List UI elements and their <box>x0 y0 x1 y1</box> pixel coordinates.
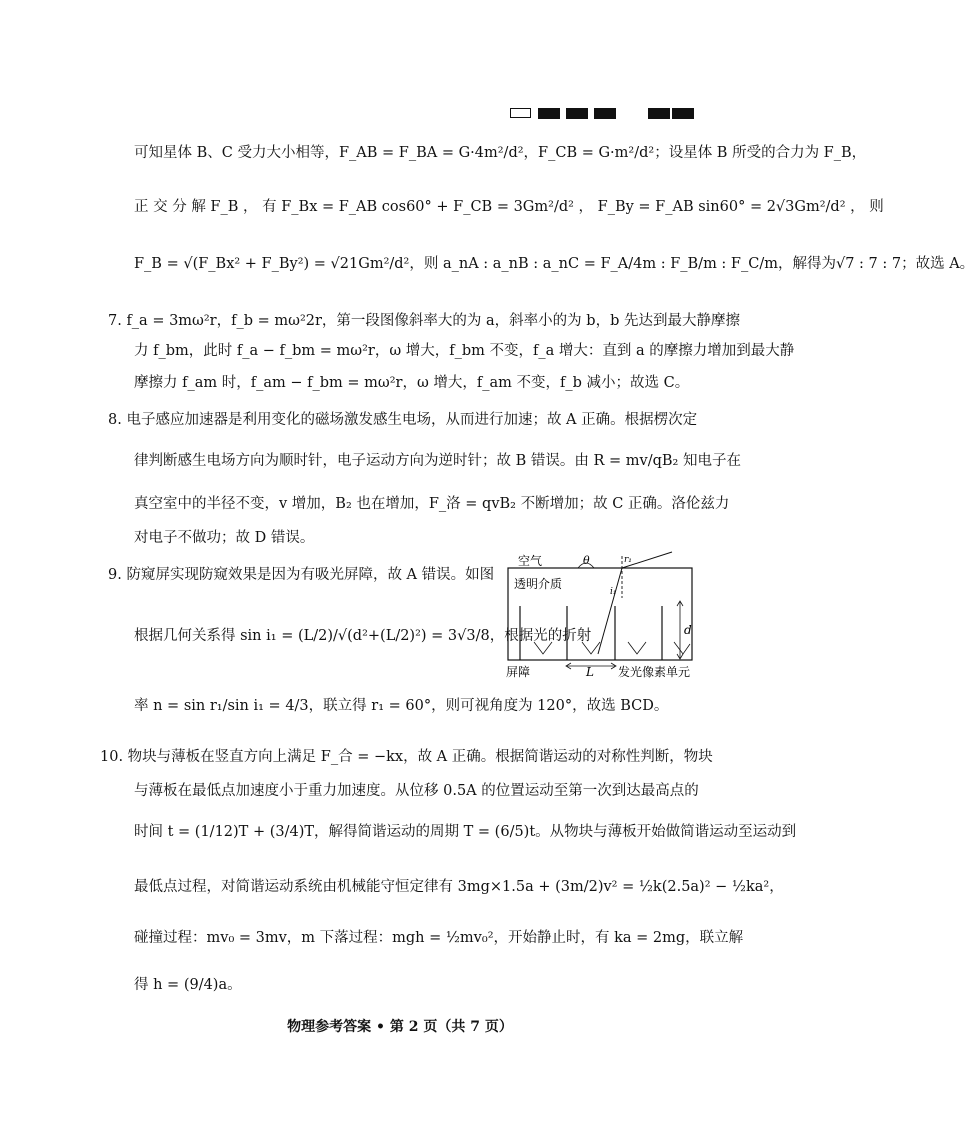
label-pixel: 发光像素单元 <box>618 665 691 679</box>
text-line: 得 h = (9/4)a。 <box>134 977 242 993</box>
text-line: 可知星体 B、C 受力大小相等，F_AB = F_BA = G·4m²/d²，F_CB = G·m²/d²；设星体 B 所受的合力为 F_B， <box>134 145 867 161</box>
mark-filled <box>648 108 670 119</box>
label-medium: 透明介质 <box>514 577 563 591</box>
pixel-rays <box>534 642 690 654</box>
text-line: 真空室中的半径不变，v 增加，B₂ 也在增加，F_洛 = qvB₂ 不断增加；故 C 正确。洛伦兹力 <box>134 496 730 512</box>
text-line: 率 n = sin r₁/sin i₁ = 4/3，联立得 r₁ = 60°，则可视角度为 120°，故选 BCD。 <box>134 698 669 714</box>
optics-diagram <box>500 554 700 678</box>
text-line: 7. f_a = 3mω²r，f_b = mω²2r，第一段图像斜率大的为 a，斜率小的为 b，b 先达到最大静摩擦 <box>108 313 740 329</box>
text-line: 时间 t = (1/12)T + (3/4)T，解得简谐运动的周期 T = (6/5)t。从物块与薄板开始做简谐运动至运动到 <box>134 824 797 840</box>
label-d: d <box>684 623 692 637</box>
label-barrier: 屏障 <box>506 665 531 679</box>
text-line: 律判断感生电场方向为顺时针，电子运动方向为逆时针；故 B 错误。由 R = mv/qB₂ 知电子在 <box>134 453 741 469</box>
text-line: 摩擦力 f_am 时，f_am − f_bm = mω²r，ω 增大，f_am 不变，f_b 减小；故选 C。 <box>134 375 690 391</box>
mark-filled <box>538 108 560 119</box>
mark-filled <box>594 108 616 119</box>
text-line: 10. 物块与薄板在竖直方向上满足 F_合 = −kx，故 A 正确。根据简谐运动的对称性判断，物块 <box>100 749 713 765</box>
text-line: 碰撞过程：mv₀ = 3mv，m 下落过程：mgh = ½mv₀²，开始静止时，有 ka = 2mg，联立解 <box>134 930 744 946</box>
inside-ray <box>598 568 622 654</box>
text-line: 根据几何关系得 sin i₁ = (L/2)/√(d²+(L/2)²) = 3√3/8，根据光的折射 <box>134 628 592 644</box>
mark-filled <box>566 108 588 119</box>
text-line: 力 f_bm，此时 f_a − f_bm = mω²r，ω 增大，f_bm 不变，f_a 增大：直到 a 的摩擦力增加到最大静 <box>134 343 795 359</box>
text-line: 最低点过程，对简谐运动系统由机械能守恒定律有 3mg×1.5a + (3m/2)v² = ½k(2.5a)² − ½ka²， <box>134 879 784 895</box>
text-line: 与薄板在最低点加速度小于重力加速度。从位移 0.5A 的位置运动至第一次到达最高点的 <box>134 783 699 799</box>
text-line: 8. 电子感应加速器是利用变化的磁场激发感生电场，从而进行加速；故 A 正确。根据楞次定 <box>108 412 698 428</box>
page-footer: 物理参考答案 • 第 2 页（共 7 页） <box>287 1019 513 1035</box>
mark-open <box>510 108 531 118</box>
label-r1: r₁ <box>624 555 632 565</box>
text-line: 对电子不做功；故 D 错误。 <box>134 530 315 546</box>
text-line: 9. 防窥屏实现防窥效果是因为有吸光屏障，故 A 错误。如图 <box>108 567 495 583</box>
label-i1: i₁ <box>610 587 617 597</box>
label-air: 空气 <box>518 554 543 568</box>
text-line: 正 交 分 解 F_B ， 有 F_Bx = F_AB cos60° + F_CB = 3Gm²/d² ， F_By = F_AB sin60° = 2√3Gm²/d² ， 则 <box>134 199 884 215</box>
mark-filled <box>672 108 694 119</box>
label-L: L <box>586 665 594 679</box>
label-theta: θ <box>583 554 590 567</box>
text-line: F_B = √(F_Bx² + F_By²) = √21Gm²/d²，则 a_nA : a_nB : a_nC = F_A/4m : F_B/m : F_C/m，解得为√7 : 7 : 7；故选 A。 <box>134 256 974 272</box>
